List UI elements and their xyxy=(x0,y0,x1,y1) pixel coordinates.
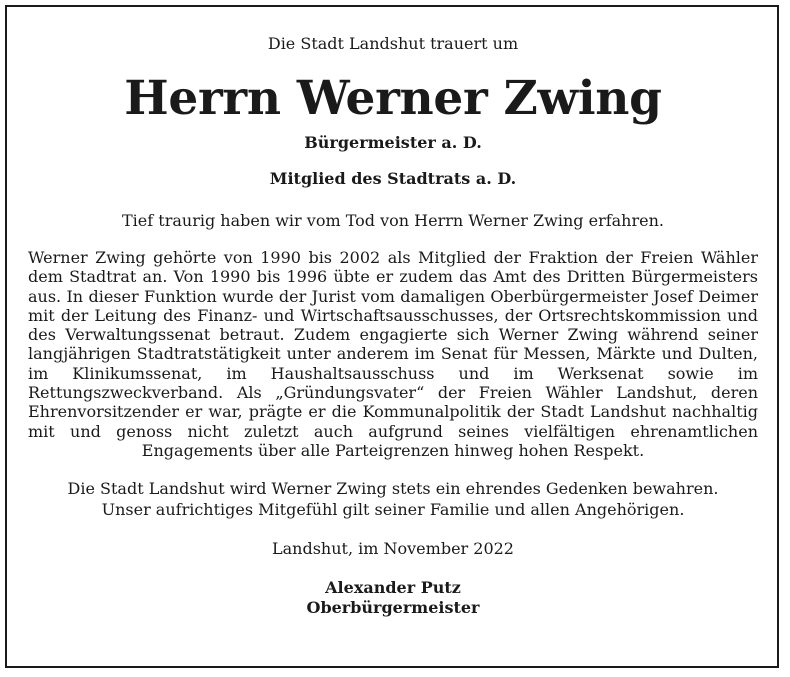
obituary-content xyxy=(28,32,758,618)
signature-block xyxy=(28,578,758,618)
lead-sentence: Tief traurig haben wir vom Tod von Herrn Werner Zwing erfahren. xyxy=(122,211,664,230)
role-council: Mitglied des Stadtrats a. D. xyxy=(269,169,517,188)
signatory-title: Oberbürgermeister xyxy=(306,598,480,618)
closing-statement xyxy=(28,478,758,520)
body-paragraph: Werner Zwing gehörte von 1990 bis 2002 als Mitglied der Fraktion der Freien Wähler dem Stadtrat an. Von 1990 bis 1996 übte er zudem das Amt des Dritten Bürgermeisters aus. In dieser Funktion wurde der Jurist vom damaligen Oberbürgermeister Josef Deimer mit der Leitung des Finanz- und Wirtschaftsausschusses, der Ortsrechtskommission und des Verwaltungssenat betraut. Zudem engagierte sich Werner Zwing während seiner langjährigen Stadtratstätigkeit unter anderem im Senat für Messen, Märkte und Dulten, im Klinikumssenat, im Haushaltsausschuss und im Werksenat sowie im Rettungszweckverband. Als „Gründungsvater“ der Freien Wähler Landshut, deren Ehrenvorsitzender er war, prägte er die Kommunalpolitik der Stadt Landshut nachhaltig mit und genoss nicht zuletzt auch aufgrund seines vielfältigen ehrenamtlichen Engagements über alle Parteigrenzen hinweg hohen Respekt. xyxy=(28,248,758,460)
role-mayor: Bürgermeister a. D. xyxy=(304,133,482,152)
closing-line-1: Die Stadt Landshut wird Werner Zwing stets ein ehrendes Gedenken bewahren. xyxy=(67,479,719,499)
closing-line-2: Unser aufrichtiges Mitgefühl gilt seiner Familie und allen Angehörigen. xyxy=(101,500,685,520)
signatory-name: Alexander Putz xyxy=(325,578,461,598)
place-date: Landshut, im November 2022 xyxy=(272,539,514,559)
deceased-name: Herrn Werner Zwing xyxy=(124,71,662,126)
intro-line: Die Stadt Landshut trauert um xyxy=(267,34,519,53)
